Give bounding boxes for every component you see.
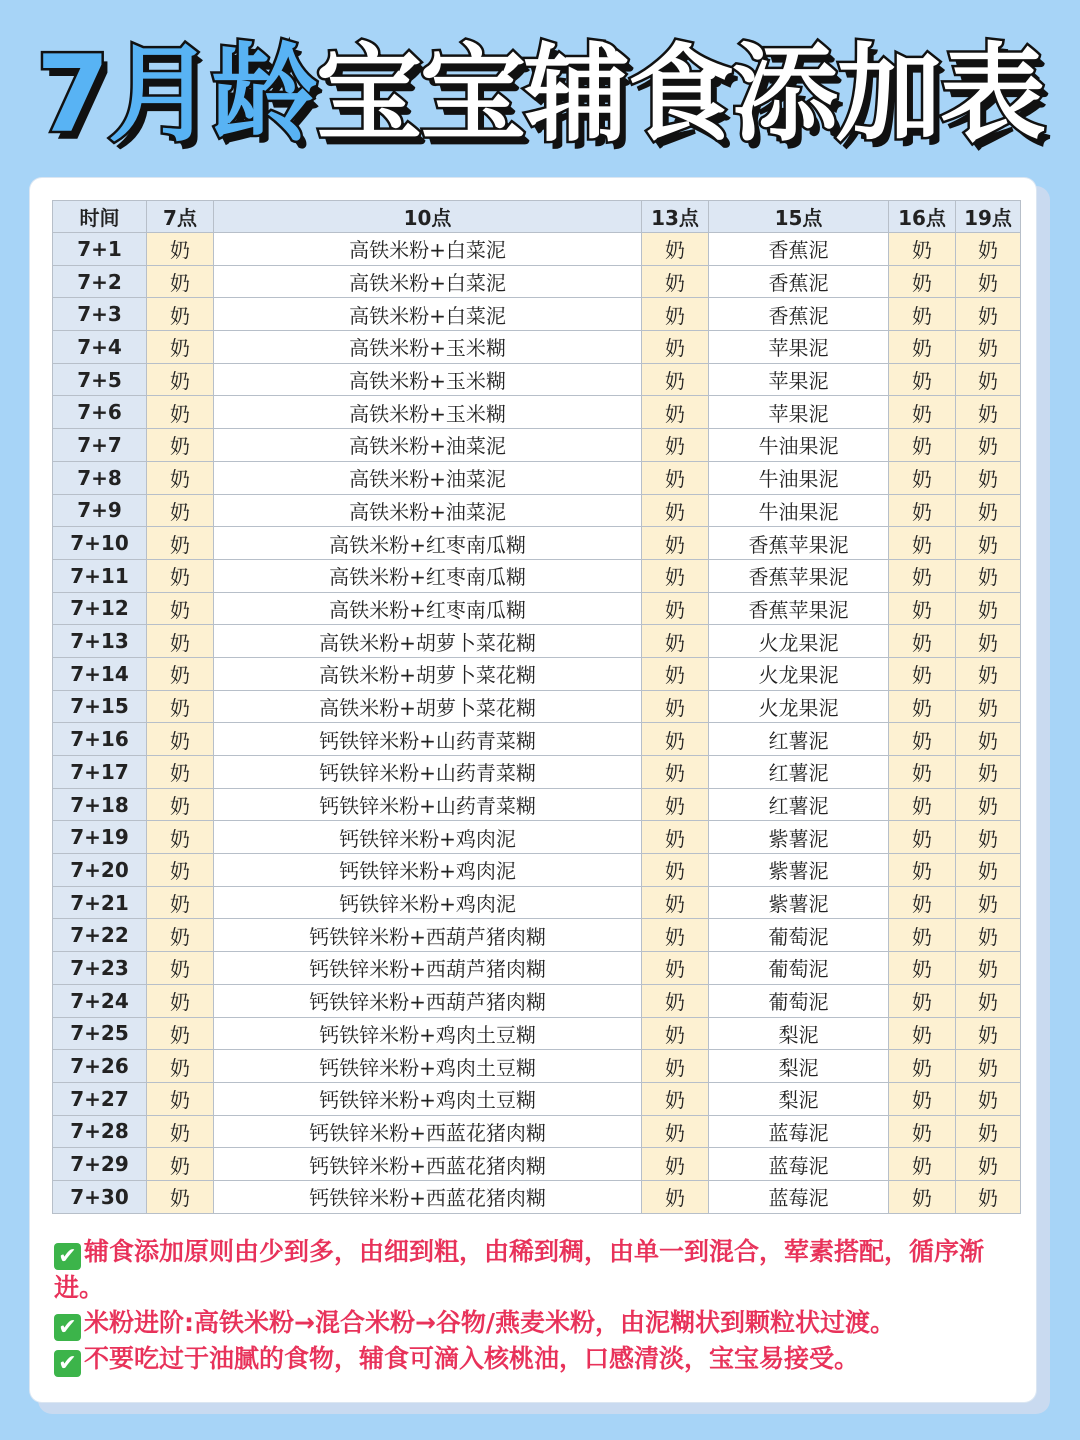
note-text: 辅食添加原则由少到多，由细到粗，由稀到稠，由单一到混合，荤素搭配，循序渐进。 <box>54 1237 985 1302</box>
milk-cell: 奶 <box>956 592 1021 625</box>
milk-cell: 奶 <box>956 723 1021 756</box>
milk-cell: 奶 <box>889 690 956 723</box>
food-cell: 牛油果泥 <box>709 429 889 462</box>
food-cell: 紫薯泥 <box>709 886 889 919</box>
milk-cell: 奶 <box>956 1115 1021 1148</box>
day-cell: 7+21 <box>53 886 147 919</box>
milk-cell: 奶 <box>956 919 1021 952</box>
milk-cell: 奶 <box>642 363 709 396</box>
food-cell: 红薯泥 <box>709 788 889 821</box>
food-cell: 钙铁锌米粉+鸡肉泥 <box>214 886 642 919</box>
food-cell: 牛油果泥 <box>709 494 889 527</box>
milk-cell: 奶 <box>956 494 1021 527</box>
table-row <box>53 396 1021 429</box>
milk-cell: 奶 <box>642 1115 709 1148</box>
milk-cell: 奶 <box>147 461 214 494</box>
title-age: 7月龄 <box>36 33 316 156</box>
milk-cell: 奶 <box>642 527 709 560</box>
milk-cell: 奶 <box>889 396 956 429</box>
milk-cell: 奶 <box>642 788 709 821</box>
food-cell: 高铁米粉+白菜泥 <box>214 298 642 331</box>
milk-cell: 奶 <box>642 690 709 723</box>
milk-cell: 奶 <box>642 657 709 690</box>
milk-cell: 奶 <box>642 331 709 364</box>
day-cell: 7+18 <box>53 788 147 821</box>
table-row <box>53 592 1021 625</box>
food-cell: 梨泥 <box>709 1050 889 1083</box>
day-cell: 7+24 <box>53 984 147 1017</box>
milk-cell: 奶 <box>147 298 214 331</box>
food-cell: 香蕉泥 <box>709 298 889 331</box>
milk-cell: 奶 <box>147 494 214 527</box>
milk-cell: 奶 <box>889 265 956 298</box>
milk-cell: 奶 <box>889 1180 956 1213</box>
milk-cell: 奶 <box>889 952 956 985</box>
milk-cell: 奶 <box>147 559 214 592</box>
milk-cell: 奶 <box>147 788 214 821</box>
milk-cell: 奶 <box>956 363 1021 396</box>
milk-cell: 奶 <box>889 919 956 952</box>
table-row <box>53 723 1021 756</box>
milk-cell: 奶 <box>889 1017 956 1050</box>
food-cell: 钙铁锌米粉+鸡肉泥 <box>214 854 642 887</box>
food-cell: 钙铁锌米粉+鸡肉土豆糊 <box>214 1050 642 1083</box>
milk-cell: 奶 <box>642 984 709 1017</box>
milk-cell: 奶 <box>147 1082 214 1115</box>
table-row <box>53 1115 1021 1148</box>
food-cell: 香蕉苹果泥 <box>709 527 889 560</box>
milk-cell: 奶 <box>147 984 214 1017</box>
milk-cell: 奶 <box>956 331 1021 364</box>
milk-cell: 奶 <box>642 723 709 756</box>
milk-cell: 奶 <box>889 233 956 266</box>
food-cell: 高铁米粉+玉米糊 <box>214 331 642 364</box>
milk-cell: 奶 <box>147 1148 214 1181</box>
milk-cell: 奶 <box>889 625 956 658</box>
day-cell: 7+27 <box>53 1082 147 1115</box>
milk-cell: 奶 <box>956 396 1021 429</box>
milk-cell: 奶 <box>642 298 709 331</box>
milk-cell: 奶 <box>956 1180 1021 1213</box>
milk-cell: 奶 <box>147 657 214 690</box>
milk-cell: 奶 <box>642 625 709 658</box>
page-title <box>0 30 1080 160</box>
milk-cell: 奶 <box>147 886 214 919</box>
table-row <box>53 952 1021 985</box>
food-cell: 紫薯泥 <box>709 821 889 854</box>
table-row <box>53 1017 1021 1050</box>
day-cell: 7+22 <box>53 919 147 952</box>
day-cell: 7+6 <box>53 396 147 429</box>
table-row <box>53 1180 1021 1213</box>
food-cell: 梨泥 <box>709 1082 889 1115</box>
milk-cell: 奶 <box>642 265 709 298</box>
milk-cell: 奶 <box>147 1115 214 1148</box>
table-row <box>53 298 1021 331</box>
milk-cell: 奶 <box>956 788 1021 821</box>
table-row <box>53 1050 1021 1083</box>
day-cell: 7+28 <box>53 1115 147 1148</box>
food-cell: 钙铁锌米粉+西葫芦猪肉糊 <box>214 984 642 1017</box>
milk-cell: 奶 <box>642 1180 709 1213</box>
milk-cell: 奶 <box>147 821 214 854</box>
milk-cell: 奶 <box>642 233 709 266</box>
milk-cell: 奶 <box>147 363 214 396</box>
food-cell: 钙铁锌米粉+鸡肉土豆糊 <box>214 1082 642 1115</box>
food-cell: 高铁米粉+胡萝卜菜花糊 <box>214 657 642 690</box>
milk-cell: 奶 <box>956 984 1021 1017</box>
day-cell: 7+30 <box>53 1180 147 1213</box>
milk-cell: 奶 <box>956 265 1021 298</box>
column-header: 时间 <box>53 201 147 233</box>
milk-cell: 奶 <box>147 723 214 756</box>
milk-cell: 奶 <box>889 756 956 789</box>
check-box-icon: ✔ <box>54 1314 81 1341</box>
milk-cell: 奶 <box>956 298 1021 331</box>
milk-cell: 奶 <box>956 952 1021 985</box>
table-row <box>53 690 1021 723</box>
food-cell: 高铁米粉+红枣南瓜糊 <box>214 559 642 592</box>
food-cell: 红薯泥 <box>709 756 889 789</box>
milk-cell: 奶 <box>956 429 1021 462</box>
milk-cell: 奶 <box>889 1050 956 1083</box>
milk-cell: 奶 <box>956 821 1021 854</box>
milk-cell: 奶 <box>642 854 709 887</box>
food-cell: 葡萄泥 <box>709 952 889 985</box>
food-cell: 钙铁锌米粉+西葫芦猪肉糊 <box>214 919 642 952</box>
table-row <box>53 625 1021 658</box>
milk-cell: 奶 <box>147 429 214 462</box>
milk-cell: 奶 <box>642 821 709 854</box>
milk-cell: 奶 <box>889 592 956 625</box>
milk-cell: 奶 <box>889 821 956 854</box>
table-row <box>53 1148 1021 1181</box>
table-row <box>53 233 1021 266</box>
table-row <box>53 527 1021 560</box>
food-cell: 高铁米粉+白菜泥 <box>214 233 642 266</box>
food-cell: 钙铁锌米粉+鸡肉土豆糊 <box>214 1017 642 1050</box>
day-cell: 7+11 <box>53 559 147 592</box>
food-cell: 高铁米粉+红枣南瓜糊 <box>214 527 642 560</box>
note-item <box>54 1234 1024 1305</box>
milk-cell: 奶 <box>889 886 956 919</box>
milk-cell: 奶 <box>642 952 709 985</box>
food-cell: 香蕉泥 <box>709 233 889 266</box>
table-row <box>53 788 1021 821</box>
food-cell: 钙铁锌米粉+山药青菜糊 <box>214 788 642 821</box>
milk-cell: 奶 <box>956 233 1021 266</box>
milk-cell: 奶 <box>642 559 709 592</box>
day-cell: 7+17 <box>53 756 147 789</box>
table-row <box>53 559 1021 592</box>
milk-cell: 奶 <box>147 756 214 789</box>
milk-cell: 奶 <box>889 331 956 364</box>
milk-cell: 奶 <box>889 527 956 560</box>
table-row <box>53 657 1021 690</box>
milk-cell: 奶 <box>889 788 956 821</box>
day-cell: 7+8 <box>53 461 147 494</box>
day-cell: 7+7 <box>53 429 147 462</box>
day-cell: 7+5 <box>53 363 147 396</box>
milk-cell: 奶 <box>147 396 214 429</box>
check-box-icon: ✔ <box>54 1350 81 1377</box>
day-cell: 7+25 <box>53 1017 147 1050</box>
food-cell: 钙铁锌米粉+鸡肉泥 <box>214 821 642 854</box>
day-cell: 7+14 <box>53 657 147 690</box>
milk-cell: 奶 <box>956 527 1021 560</box>
food-cell: 葡萄泥 <box>709 919 889 952</box>
feeding-schedule-table <box>52 200 1021 1214</box>
milk-cell: 奶 <box>642 592 709 625</box>
milk-cell: 奶 <box>956 886 1021 919</box>
table-row <box>53 363 1021 396</box>
milk-cell: 奶 <box>147 854 214 887</box>
milk-cell: 奶 <box>889 1148 956 1181</box>
table-row <box>53 461 1021 494</box>
milk-cell: 奶 <box>642 396 709 429</box>
column-header: 13点 <box>642 201 709 233</box>
food-cell: 红薯泥 <box>709 723 889 756</box>
food-cell: 高铁米粉+玉米糊 <box>214 396 642 429</box>
milk-cell: 奶 <box>147 1017 214 1050</box>
milk-cell: 奶 <box>642 461 709 494</box>
milk-cell: 奶 <box>642 1050 709 1083</box>
food-cell: 火龙果泥 <box>709 657 889 690</box>
milk-cell: 奶 <box>147 625 214 658</box>
food-cell: 钙铁锌米粉+西蓝花猪肉糊 <box>214 1148 642 1181</box>
day-cell: 7+20 <box>53 854 147 887</box>
milk-cell: 奶 <box>956 559 1021 592</box>
milk-cell: 奶 <box>642 494 709 527</box>
table-row <box>53 331 1021 364</box>
food-cell: 钙铁锌米粉+西葫芦猪肉糊 <box>214 952 642 985</box>
notes-section <box>54 1234 1024 1377</box>
food-cell: 高铁米粉+白菜泥 <box>214 265 642 298</box>
table-row <box>53 265 1021 298</box>
day-cell: 7+2 <box>53 265 147 298</box>
milk-cell: 奶 <box>889 1082 956 1115</box>
day-cell: 7+26 <box>53 1050 147 1083</box>
food-cell: 火龙果泥 <box>709 625 889 658</box>
note-text: 米粉进阶:高铁米粉→混合米粉→谷物/燕麦米粉，由泥糊状到颗粒状过渡。 <box>84 1308 896 1337</box>
food-cell: 火龙果泥 <box>709 690 889 723</box>
column-header: 19点 <box>956 201 1021 233</box>
table-row <box>53 429 1021 462</box>
milk-cell: 奶 <box>889 363 956 396</box>
milk-cell: 奶 <box>956 461 1021 494</box>
day-cell: 7+23 <box>53 952 147 985</box>
table-row <box>53 756 1021 789</box>
milk-cell: 奶 <box>889 1115 956 1148</box>
food-cell: 钙铁锌米粉+山药青菜糊 <box>214 756 642 789</box>
table-row <box>53 886 1021 919</box>
milk-cell: 奶 <box>147 265 214 298</box>
day-cell: 7+10 <box>53 527 147 560</box>
milk-cell: 奶 <box>889 298 956 331</box>
food-cell: 香蕉苹果泥 <box>709 559 889 592</box>
food-cell: 钙铁锌米粉+西蓝花猪肉糊 <box>214 1180 642 1213</box>
food-cell: 高铁米粉+胡萝卜菜花糊 <box>214 690 642 723</box>
milk-cell: 奶 <box>642 756 709 789</box>
milk-cell: 奶 <box>147 690 214 723</box>
day-cell: 7+1 <box>53 233 147 266</box>
milk-cell: 奶 <box>642 886 709 919</box>
milk-cell: 奶 <box>889 723 956 756</box>
table-row <box>53 1082 1021 1115</box>
table-body <box>53 233 1021 1214</box>
milk-cell: 奶 <box>642 1082 709 1115</box>
milk-cell: 奶 <box>956 625 1021 658</box>
food-cell: 高铁米粉+玉米糊 <box>214 363 642 396</box>
food-cell: 蓝莓泥 <box>709 1115 889 1148</box>
milk-cell: 奶 <box>889 429 956 462</box>
check-box-icon: ✔ <box>54 1243 81 1270</box>
milk-cell: 奶 <box>956 657 1021 690</box>
milk-cell: 奶 <box>642 1148 709 1181</box>
food-cell: 苹果泥 <box>709 396 889 429</box>
note-item <box>54 1305 1024 1341</box>
day-cell: 7+9 <box>53 494 147 527</box>
milk-cell: 奶 <box>889 657 956 690</box>
milk-cell: 奶 <box>642 1017 709 1050</box>
column-header: 15点 <box>709 201 889 233</box>
day-cell: 7+16 <box>53 723 147 756</box>
column-header: 10点 <box>214 201 642 233</box>
milk-cell: 奶 <box>889 854 956 887</box>
milk-cell: 奶 <box>889 984 956 1017</box>
milk-cell: 奶 <box>956 1148 1021 1181</box>
milk-cell: 奶 <box>956 1082 1021 1115</box>
milk-cell: 奶 <box>147 331 214 364</box>
note-item <box>54 1341 1024 1377</box>
day-cell: 7+13 <box>53 625 147 658</box>
milk-cell: 奶 <box>889 559 956 592</box>
food-cell: 钙铁锌米粉+山药青菜糊 <box>214 723 642 756</box>
food-cell: 香蕉泥 <box>709 265 889 298</box>
food-cell: 梨泥 <box>709 1017 889 1050</box>
milk-cell: 奶 <box>147 952 214 985</box>
milk-cell: 奶 <box>147 592 214 625</box>
day-cell: 7+19 <box>53 821 147 854</box>
food-cell: 高铁米粉+红枣南瓜糊 <box>214 592 642 625</box>
milk-cell: 奶 <box>889 461 956 494</box>
food-cell: 葡萄泥 <box>709 984 889 1017</box>
food-cell: 高铁米粉+油菜泥 <box>214 494 642 527</box>
table-row <box>53 494 1021 527</box>
day-cell: 7+15 <box>53 690 147 723</box>
milk-cell: 奶 <box>147 527 214 560</box>
milk-cell: 奶 <box>147 1180 214 1213</box>
milk-cell: 奶 <box>956 1017 1021 1050</box>
food-cell: 苹果泥 <box>709 331 889 364</box>
day-cell: 7+3 <box>53 298 147 331</box>
food-cell: 蓝莓泥 <box>709 1180 889 1213</box>
milk-cell: 奶 <box>956 690 1021 723</box>
milk-cell: 奶 <box>642 429 709 462</box>
table-row <box>53 919 1021 952</box>
column-header: 16点 <box>889 201 956 233</box>
food-cell: 蓝莓泥 <box>709 1148 889 1181</box>
milk-cell: 奶 <box>147 1050 214 1083</box>
food-cell: 紫薯泥 <box>709 854 889 887</box>
table-header-row <box>53 201 1021 233</box>
title-main: 宝宝辅食添加表 <box>315 33 1044 156</box>
food-cell: 苹果泥 <box>709 363 889 396</box>
milk-cell: 奶 <box>956 1050 1021 1083</box>
table-row <box>53 821 1021 854</box>
milk-cell: 奶 <box>956 756 1021 789</box>
day-cell: 7+29 <box>53 1148 147 1181</box>
day-cell: 7+12 <box>53 592 147 625</box>
food-cell: 高铁米粉+胡萝卜菜花糊 <box>214 625 642 658</box>
table-row <box>53 984 1021 1017</box>
note-text: 不要吃过于油腻的食物，辅食可滴入核桃油，口感清淡，宝宝易接受。 <box>84 1344 860 1373</box>
food-cell: 高铁米粉+油菜泥 <box>214 429 642 462</box>
food-cell: 牛油果泥 <box>709 461 889 494</box>
table-row <box>53 854 1021 887</box>
milk-cell: 奶 <box>642 919 709 952</box>
column-header: 7点 <box>147 201 214 233</box>
milk-cell: 奶 <box>889 494 956 527</box>
milk-cell: 奶 <box>956 854 1021 887</box>
day-cell: 7+4 <box>53 331 147 364</box>
milk-cell: 奶 <box>147 233 214 266</box>
milk-cell: 奶 <box>147 919 214 952</box>
food-cell: 香蕉苹果泥 <box>709 592 889 625</box>
food-cell: 钙铁锌米粉+西蓝花猪肉糊 <box>214 1115 642 1148</box>
food-cell: 高铁米粉+油菜泥 <box>214 461 642 494</box>
